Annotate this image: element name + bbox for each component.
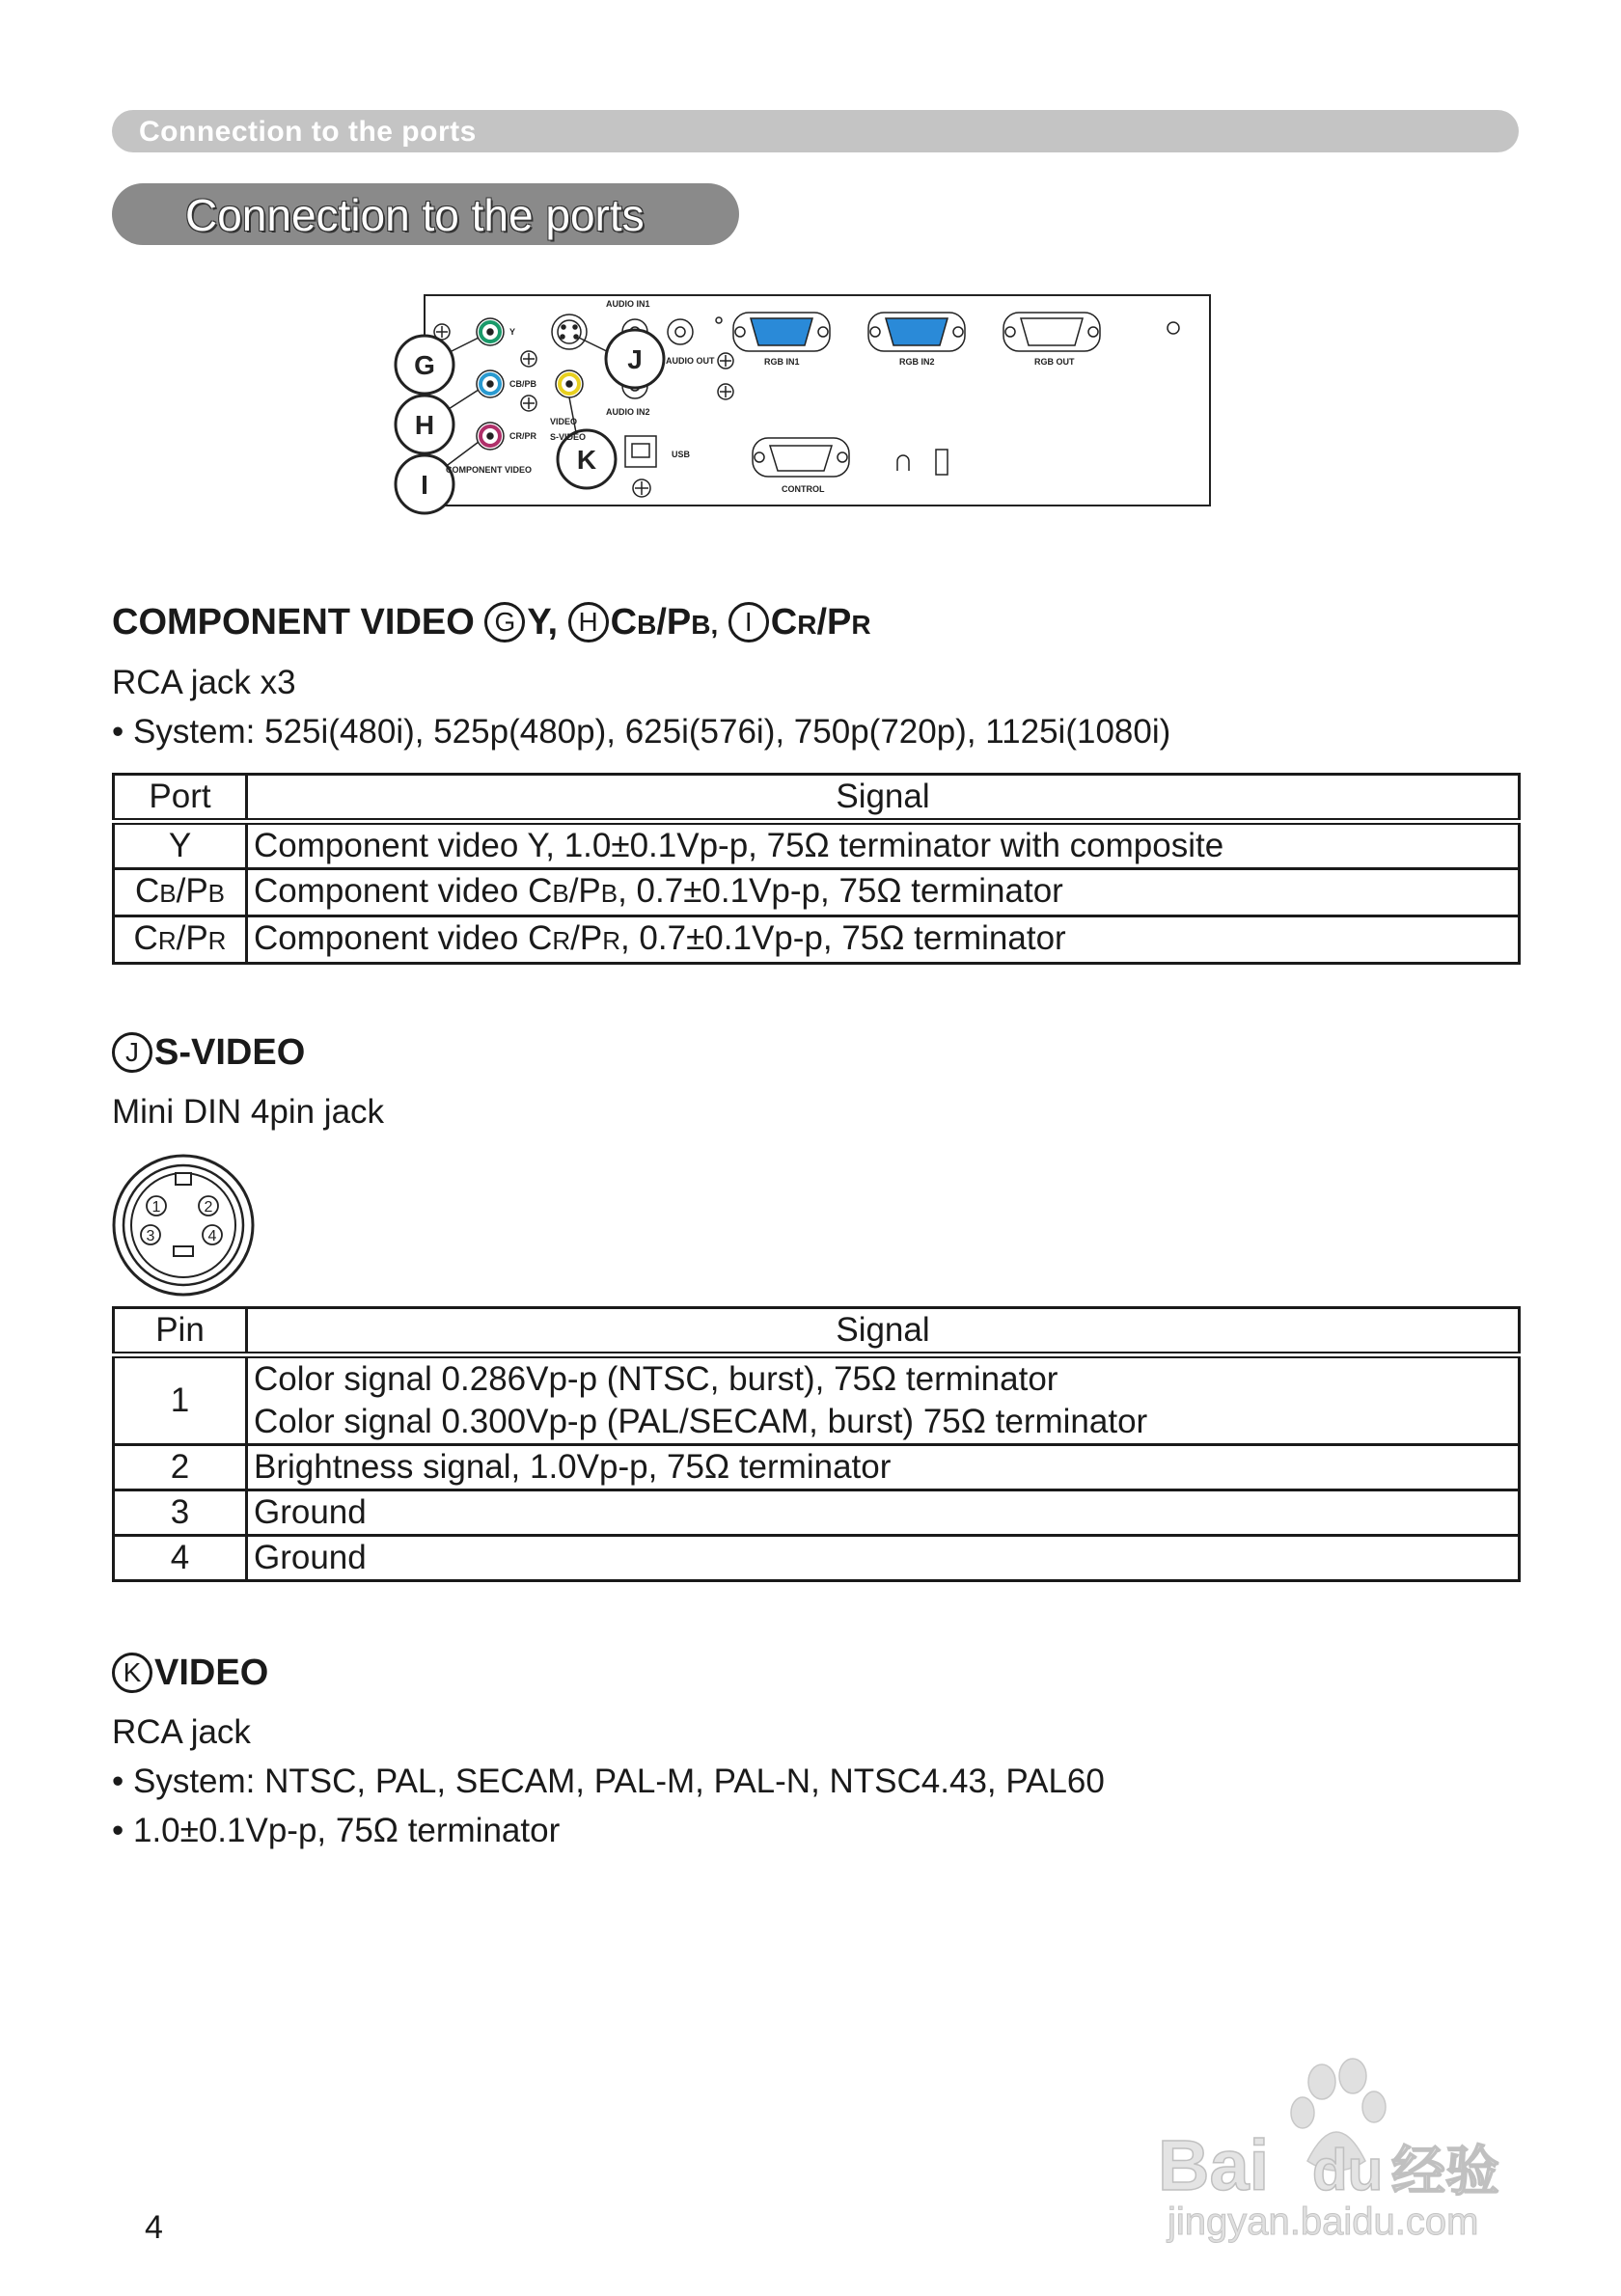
control-port — [753, 438, 849, 477]
component-video-heading: COMPONENT VIDEO G Y, H CB/PB, I CR/PR — [112, 602, 871, 642]
baidu-jingyan-watermark — [1139, 2055, 1544, 2248]
component-signal-table — [112, 773, 1521, 965]
pin-3-label: 3 — [146, 1228, 155, 1244]
circled-k: K — [112, 1653, 152, 1693]
rgb-in1-port — [733, 313, 830, 351]
svideo-heading: J S-VIDEO — [112, 1032, 305, 1074]
mini-din-pinout-diagram — [112, 1154, 255, 1297]
page-title-pill — [112, 183, 739, 245]
video-level: • 1.0±0.1Vp-p, 75Ω terminator — [112, 1812, 561, 1849]
svg-text:Bai: Bai — [1158, 2125, 1270, 2205]
component-system: • System: 525i(480i), 525p(480p), 625i(576i), 750p(720p), 1125i(1080i) — [112, 713, 1171, 751]
callout-h: H — [414, 410, 435, 440]
pin-1-label: 1 — [151, 1199, 161, 1216]
svg-text:du: du — [1312, 2138, 1384, 2202]
pin-2-label: 2 — [204, 1199, 213, 1216]
col-signal: Signal — [247, 1308, 1520, 1355]
jack-svideo — [552, 314, 587, 349]
rgb-in2-port — [868, 313, 965, 351]
label-control: CONTROL — [782, 484, 825, 494]
table-row: 1 Color signal 0.286Vp-p (NTSC, burst), 75Ω terminator Color signal 0.300Vp-p (PAL/SECAM, burst) 75Ω terminator — [114, 1355, 1520, 1445]
label-audio-out: AUDIO OUT — [666, 356, 715, 366]
jack-crpr — [477, 423, 504, 450]
callout-k: K — [576, 445, 597, 475]
label-usb: USB — [672, 450, 691, 459]
circled-g: G — [484, 602, 525, 642]
col-port: Port — [114, 775, 247, 822]
label-rgb-in2: RGB IN2 — [899, 357, 935, 367]
label-crpr: CR/PR — [509, 431, 537, 441]
jack-cbpb — [477, 370, 504, 397]
jack-y — [477, 318, 504, 345]
rear-panel-diagram — [386, 289, 1216, 540]
page-number: 4 — [145, 2209, 163, 2246]
label-svideo: S-VIDEO — [550, 432, 587, 442]
svideo-subtitle: Mini DIN 4pin jack — [112, 1093, 385, 1131]
rgb-out-port — [1003, 313, 1100, 351]
table-row: 3 Ground — [114, 1490, 1520, 1536]
col-pin: Pin — [114, 1308, 247, 1355]
table-row: CB/PB Component video CB/PB, 0.7±0.1Vp-p, 75Ω terminator — [114, 869, 1520, 916]
svg-text:jingyan.baidu.com: jingyan.baidu.com — [1168, 2200, 1479, 2243]
circled-i: I — [728, 602, 769, 642]
table-row: Y Component video Y, 1.0±0.1Vp-p, 75Ω terminator with composite — [114, 822, 1520, 869]
col-signal: Signal — [247, 775, 1520, 822]
callout-i: I — [421, 470, 428, 500]
label-audio-in1: AUDIO IN1 — [606, 299, 650, 309]
callout-j: J — [627, 344, 643, 374]
video-system: • System: NTSC, PAL, SECAM, PAL-M, PAL-N, NTSC4.43, PAL60 — [112, 1763, 1105, 1800]
pin-4-label: 4 — [207, 1228, 217, 1244]
component-subtitle: RCA jack x3 — [112, 664, 296, 701]
label-video: VIDEO — [550, 417, 578, 426]
page-title: Connection to the ports — [185, 190, 645, 240]
video-heading: K VIDEO — [112, 1653, 268, 1694]
video-subtitle: RCA jack — [112, 1713, 251, 1751]
label-cbpb: CB/PB — [509, 379, 537, 389]
svg-text:经验: 经验 — [1391, 2141, 1499, 2201]
table-row: 4 Ground — [114, 1536, 1520, 1581]
svideo-signal-table — [112, 1306, 1521, 1582]
running-header — [112, 110, 1519, 152]
table-row: CR/PR Component video CR/PR, 0.7±0.1Vp-p, 75Ω terminator — [114, 916, 1520, 964]
circled-h: H — [568, 602, 609, 642]
label-rgb-out: RGB OUT — [1034, 357, 1075, 367]
callout-g: G — [414, 350, 435, 380]
running-header-title: Connection to the ports — [139, 116, 477, 148]
label-audio-in2: AUDIO IN2 — [606, 407, 650, 417]
jack-video — [556, 370, 583, 397]
circled-j: J — [112, 1032, 152, 1073]
usb-port — [625, 436, 656, 467]
label-rgb-in1: RGB IN1 — [764, 357, 800, 367]
label-component-video: COMPONENT VIDEO — [446, 465, 533, 475]
table-row: 2 Brightness signal, 1.0Vp-p, 75Ω terminator — [114, 1445, 1520, 1490]
label-y: Y — [509, 327, 516, 337]
